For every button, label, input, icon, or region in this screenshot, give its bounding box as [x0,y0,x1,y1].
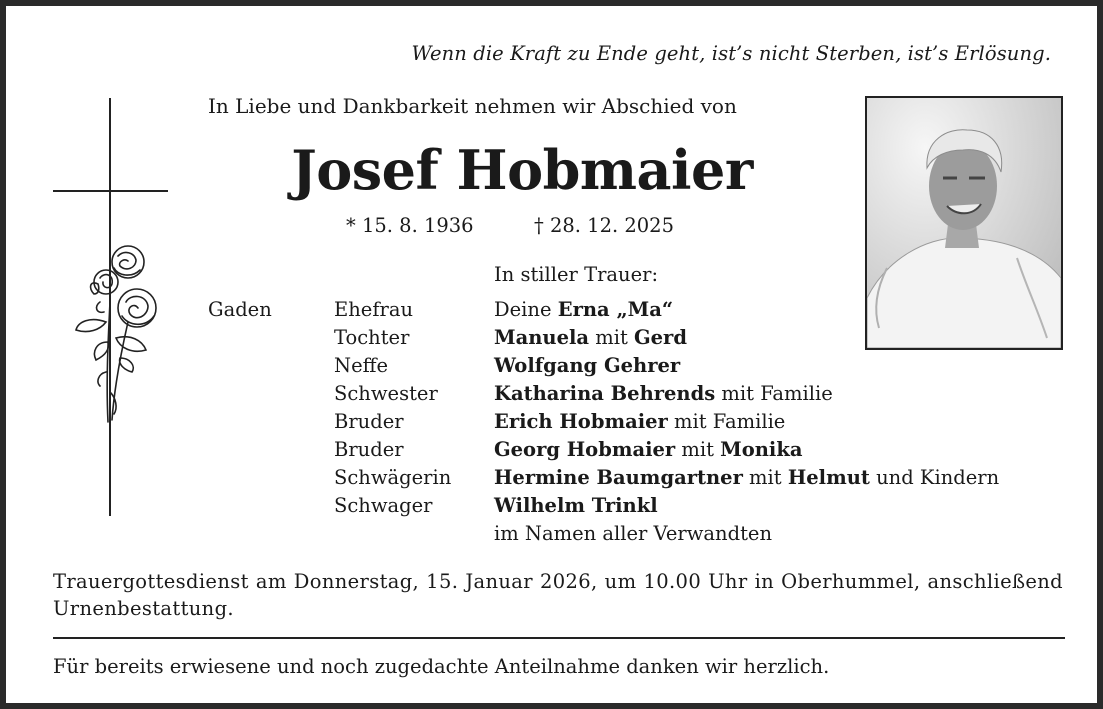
mourner-row [208,464,999,492]
relation-label: Tochter [334,326,410,349]
mourner-row [208,352,999,380]
place-label [208,380,334,408]
mourner-row [208,436,999,464]
deceased-name: Josef Hobmaier [291,138,753,202]
place-label [208,324,334,352]
mourner-names [494,464,999,492]
relation-label: Ehefrau [334,298,414,321]
mourner-name: Monika [720,438,803,461]
relation-label: Bruder [334,438,404,461]
mourner-name: Katharina Behrends [494,382,716,405]
mourner-name: Gerd [634,326,687,349]
service-info: Trauergottesdienst am Donnerstag, 15. Januar 2026, um 10.00 Uhr in Oberhummel, anschließend Urnenbestattung. [53,570,1063,620]
mourner-text: mit Familie [667,410,786,433]
mourner-names [494,296,673,324]
relation-label: Schwägerin [334,466,452,489]
roses-icon [70,242,160,427]
intro-text: In Liebe und Dankbarkeit nehmen wir Abschied von [208,94,737,118]
mourner-row [208,380,999,408]
life-dates [346,214,674,237]
mourner-names [494,436,802,464]
mourners-list [208,296,999,548]
mourner-text: mit [742,466,788,489]
mourner-name: Hermine Baumgartner [494,466,743,489]
thanks-text: Für bereits erwiesene und noch zugedachte Anteilnahme danken wir herzlich. [53,655,830,678]
mourner-names [494,408,785,436]
mourner-text: und Kindern [869,466,1000,489]
divider [53,637,1065,639]
place-label [208,352,334,380]
mourner-row [208,296,999,324]
relation-label: Bruder [334,410,404,433]
mourner-text: mit [589,326,634,349]
cross-bar [53,190,168,192]
mourner-row [208,408,999,436]
mourner-names [494,380,833,408]
birth-date: * 15. 8. 1936 [346,214,474,237]
mourner-text: mit [675,438,721,461]
relation-label [334,520,494,548]
place-label: Gaden [208,298,272,321]
mourner-row [208,492,999,520]
mourner-names [494,324,687,352]
mourner-name: Erich Hobmaier [494,410,668,433]
place-label [208,464,334,492]
place-label [208,492,334,520]
place-label [208,520,334,548]
mourner-text: im Namen aller Verwandten [494,522,773,545]
relation-label: Neffe [334,354,388,377]
mourner-name: Georg Hobmaier [494,438,676,461]
motto: Wenn die Kraft zu Ende geht, ist’s nicht Sterben, ist’s Erlösung. [411,42,1051,65]
mourner-name: Manuela [494,326,590,349]
relation-label: Schwager [334,494,433,517]
mourner-names [494,520,772,548]
mourner-name: Wilhelm Trinkl [494,494,658,517]
mourner-text: Deine [494,298,558,321]
mourner-names [494,492,658,520]
mourner-row [208,324,999,352]
mourner-name: Wolfgang Gehrer [494,354,681,377]
mourner-text: mit Familie [715,382,833,405]
mourner-row [208,520,999,548]
relation-label: Schwester [334,382,438,405]
place-label [208,408,334,436]
death-date: † 28. 12. 2025 [534,214,674,237]
mourner-names [494,352,680,380]
mourning-heading: In stiller Trauer: [494,263,659,286]
mourner-name: Erna „Ma“ [557,298,674,321]
place-label [208,436,334,464]
mourner-name: Helmut [787,466,870,489]
